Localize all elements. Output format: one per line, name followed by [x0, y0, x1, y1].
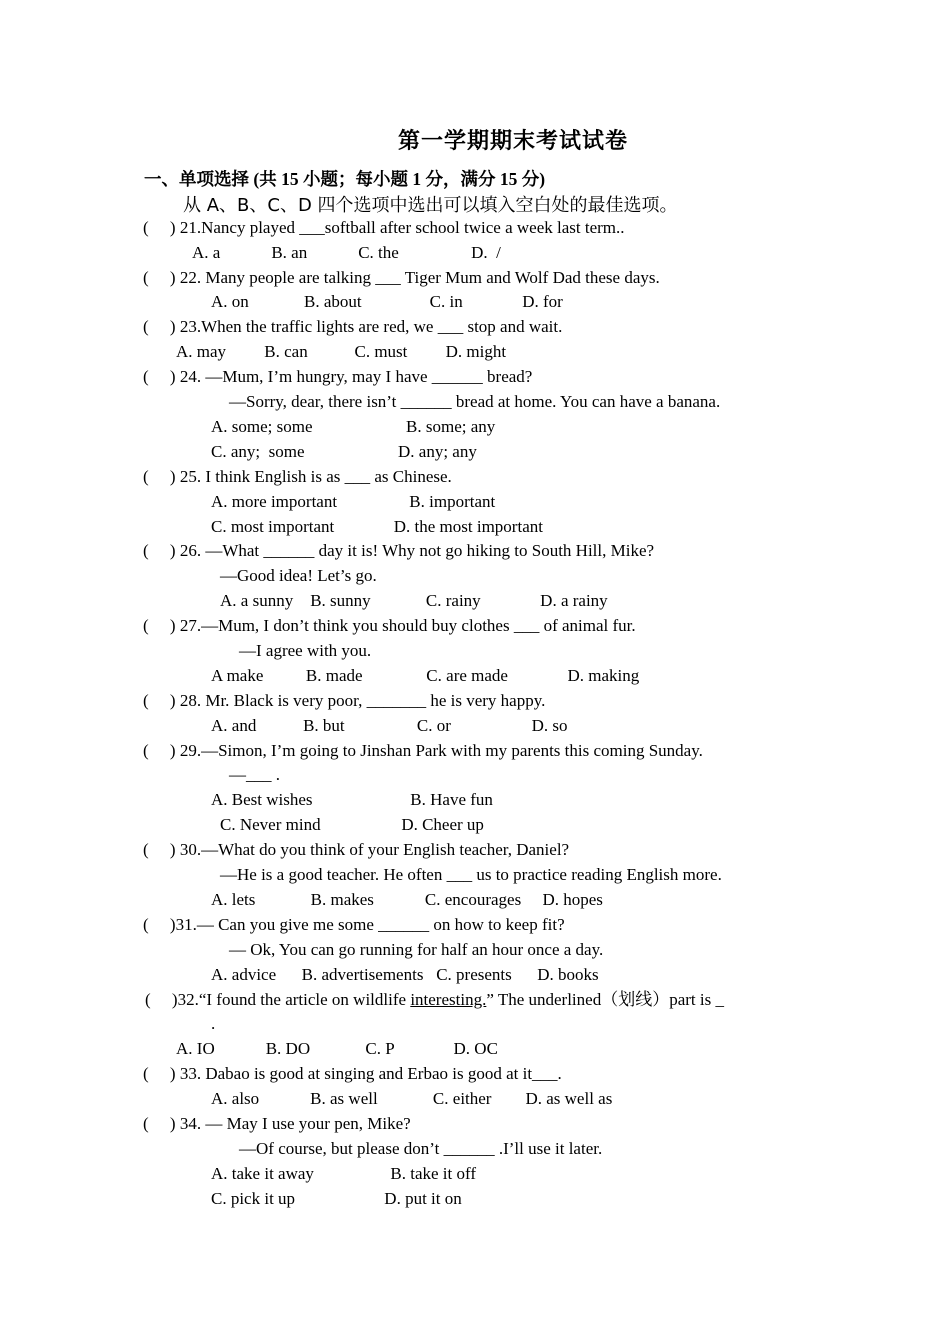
section-instruction: 从 A、B、C、D 四个选项中选出可以填入空白处的最佳选项。: [183, 195, 678, 216]
options-21: A. a B. an C. the D. /: [192, 243, 501, 262]
question-32-text: ( )32.“I found the article on wildlife: [145, 990, 411, 1009]
question-22: ( ) 22. Many people are talking ___ Tiger Mum and Wolf Dad these days.: [143, 268, 660, 287]
options-32: A. IO B. DO C. P D. OC: [176, 1039, 498, 1058]
question-34: ( ) 34. — May I use your pen, Mike?: [143, 1114, 411, 1133]
question-26: ( ) 26. —What ______ day it is! Why not go hiking to South Hill, Mike?: [143, 541, 655, 560]
options-30: A. lets B. makes C. encourages D. hopes: [211, 890, 603, 909]
options-23: A. may B. can C. must D. might: [176, 342, 507, 361]
options-31: A. advice B. advertisements C. presents D. books: [211, 965, 599, 984]
options-28: A. and B. but C. or D. so: [211, 716, 568, 735]
question-21: ( ) 21.Nancy played ___softball after school twice a week last term..: [143, 218, 625, 237]
question-24: ( ) 24. —Mum, I’m hungry, may I have ______ bread?: [143, 367, 533, 386]
question-25: ( ) 25. I think English is as ___ as Chinese.: [143, 467, 452, 486]
options-24-ab: A. some; some B. some; any: [211, 417, 496, 436]
question-28: ( ) 28. Mr. Black is very poor, _______ he is very happy.: [143, 691, 546, 710]
options-27: A make B. made C. are made D. making: [211, 666, 640, 685]
options-24-cd: C. any; some D. any; any: [211, 442, 477, 461]
options-29-cd: C. Never mind D. Cheer up: [220, 815, 484, 834]
question-31: ( )31.— Can you give me some ______ on how to keep fit?: [143, 915, 565, 934]
question-31-reply: — Ok, You can go running for half an hour once a day.: [229, 940, 604, 959]
question-29-reply: —___ .: [229, 765, 280, 784]
question-30: ( ) 30.—What do you think of your English teacher, Daniel?: [143, 840, 570, 859]
options-34-ab: A. take it away B. take it off: [211, 1164, 477, 1183]
options-34-cd: C. pick it up D. put it on: [211, 1189, 462, 1208]
question-29: ( ) 29.—Simon, I’m going to Jinshan Park with my parents this coming Sunday.: [143, 741, 703, 760]
question-26-reply: —Good idea! Let’s go.: [220, 566, 377, 585]
question-24-reply: —Sorry, dear, there isn’t ______ bread at home. You can have a banana.: [229, 392, 721, 411]
options-29-ab: A. Best wishes B. Have fun: [211, 790, 493, 809]
options-25-cd: C. most important D. the most important: [211, 517, 543, 536]
options-26: A. a sunny B. sunny C. rainy D. a rainy: [220, 591, 608, 610]
question-34-reply: —Of course, but please don’t ______ .I’ll use it later.: [239, 1139, 603, 1158]
question-32-continued: .: [211, 1014, 216, 1033]
question-30-reply: —He is a good teacher. He often ___ us to practice reading English more.: [220, 865, 722, 884]
options-33: A. also B. as well C. either D. as well as: [211, 1089, 613, 1108]
question-32: [145, 990, 724, 1010]
page-title: 第一学期期末考试试卷: [397, 129, 628, 154]
question-27: ( ) 27.—Mum, I don’t think you should buy clothes ___ of animal fur.: [143, 616, 636, 635]
section-heading: 一、单项选择 (共 15 小题；每小题 1 分，满分 15 分): [144, 169, 546, 189]
question-32-text-end: ” The underlined（划线）part is _: [486, 990, 724, 1009]
options-25-ab: A. more important B. important: [211, 492, 496, 511]
underlined-word: interesting.: [410, 990, 487, 1009]
question-33: ( ) 33. Dabao is good at singing and Erbao is good at it___.: [143, 1064, 562, 1083]
options-22: A. on B. about C. in D. for: [211, 292, 563, 311]
question-23: ( ) 23.When the traffic lights are red, we ___ stop and wait.: [143, 317, 563, 336]
question-27-reply: —I agree with you.: [239, 641, 372, 660]
